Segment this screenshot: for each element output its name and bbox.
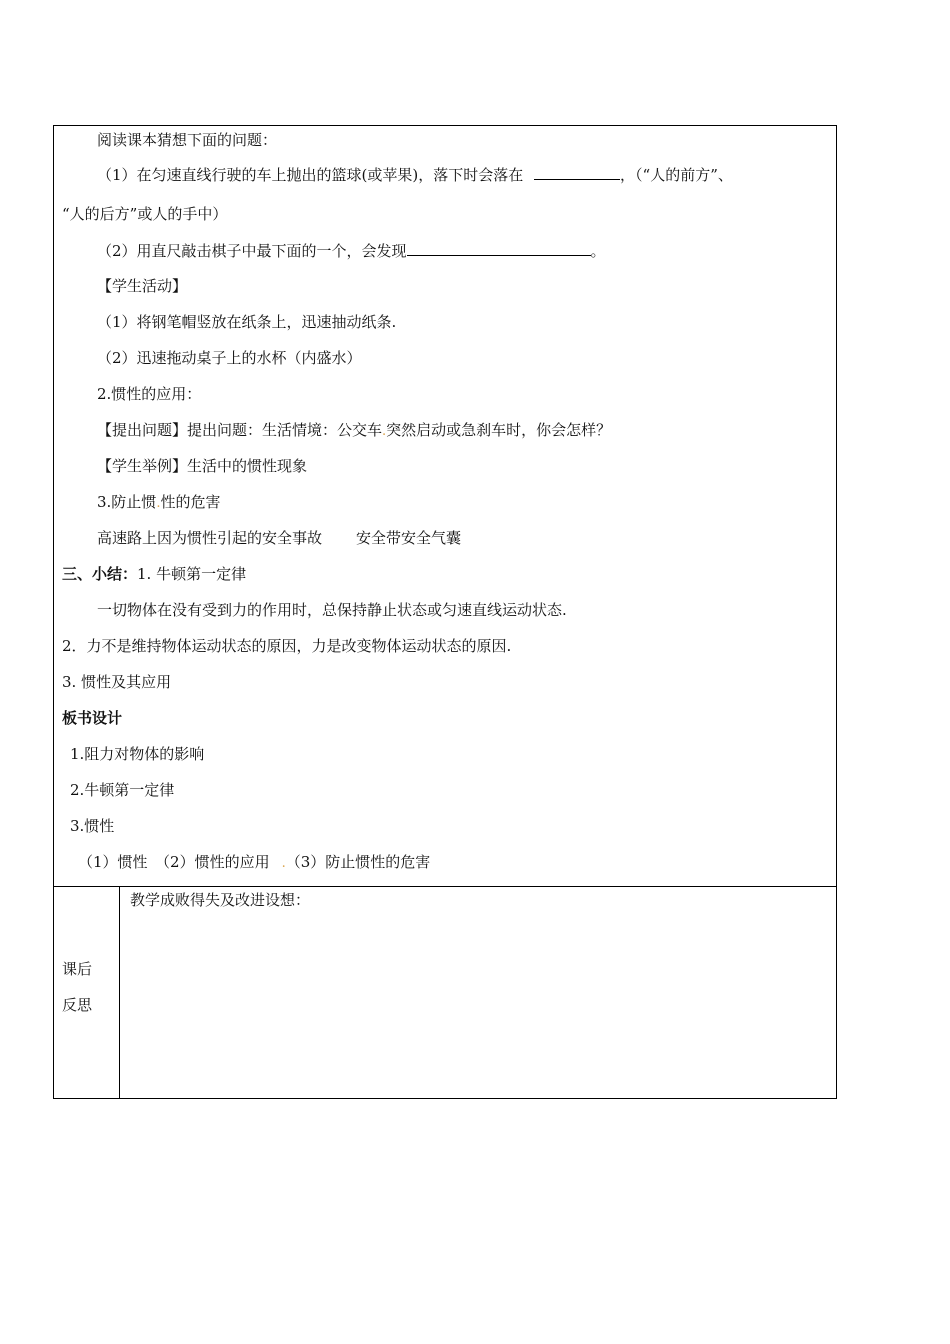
summary-text: 一切物体在没有受到力的作用时，总保持静止状态或匀速直线运动状态. <box>97 601 567 619</box>
section-heading: 2.惯性的应用： <box>97 385 202 403</box>
section-heading <box>97 492 220 514</box>
question-line-text-2: 突然启动或急刹车时，你会怎样？ <box>386 421 612 439</box>
reflection-input-area[interactable] <box>120 912 835 1097</box>
mark-dot: . <box>382 424 387 439</box>
example-text: 生活中的惯性现象 <box>187 457 308 475</box>
question-2-end: 。 <box>590 242 606 260</box>
reflection-label-line-1: 课后 <box>62 960 93 978</box>
question-1 <box>97 165 733 185</box>
question-1-text: （1）在匀速直线行驶的车上抛出的篮球(或苹果)，落下时会落在 <box>97 166 524 184</box>
question-1-continued: “人的后方”或人的手中） <box>62 205 228 223</box>
reflection-prompt: 教学成败得失及改进设想： <box>130 891 311 909</box>
board-item: 2.牛顿第一定律 <box>70 781 175 799</box>
summary-item-3: 3. 惯性及其应用 <box>62 673 172 691</box>
example-line <box>97 456 307 476</box>
section-heading: 【学生活动】 <box>97 277 188 295</box>
board-subitem-text: （1）惯性 （2）惯性的应用 <box>78 853 270 871</box>
board-subitems <box>78 852 430 874</box>
activity-2: （2）迅速拖动桌子上的水杯（内盛水） <box>97 349 362 367</box>
reflection-label-line-2: 反思 <box>62 996 93 1014</box>
answer-blank-2[interactable] <box>407 241 591 256</box>
summary-heading <box>62 564 246 584</box>
mark-dot: . <box>281 856 286 871</box>
summary-title: 三、小结： <box>62 565 138 583</box>
board-item: 1.阻力对物体的影响 <box>70 745 205 763</box>
example-tag: 【学生举例】 <box>97 457 188 475</box>
section-heading-text-2: 性的危害 <box>160 493 221 511</box>
row-divider <box>54 886 836 887</box>
summary-item-1: 1. 牛顿第一定律 <box>137 565 247 583</box>
summary-item-2: 2．力不是维持物体运动状态的原因，力是改变物体运动状态的原因. <box>62 637 512 655</box>
question-2-text: （2）用直尺敲击棋子中最下面的一个，会发现 <box>97 242 407 260</box>
question-2 <box>97 241 606 261</box>
board-subitem-text-2: （3）防止惯性的危害 <box>285 853 431 871</box>
hazard-line <box>97 528 461 548</box>
hazard-text: 高速路上因为惯性引起的安全事故 <box>97 529 323 547</box>
board-item: 3.惯性 <box>70 817 115 835</box>
board-design-title: 板书设计 <box>62 709 123 727</box>
intro-line: 阅读课本猜想下面的问题： <box>97 131 278 149</box>
section-heading-text: 3.防止惯 <box>97 493 157 511</box>
question-1-options: ，（“人的前方”、 <box>620 166 733 184</box>
answer-blank-1[interactable] <box>534 165 620 180</box>
mark-dot: . <box>156 496 161 511</box>
activity-1: （1）将钢笔帽竖放在纸条上，迅速抽动纸条. <box>97 313 397 331</box>
question-line <box>97 420 611 442</box>
safety-text: 安全带安全气囊 <box>356 529 462 547</box>
question-line-text: 【提出问题】提出问题：生活情境：公交车 <box>97 421 383 439</box>
